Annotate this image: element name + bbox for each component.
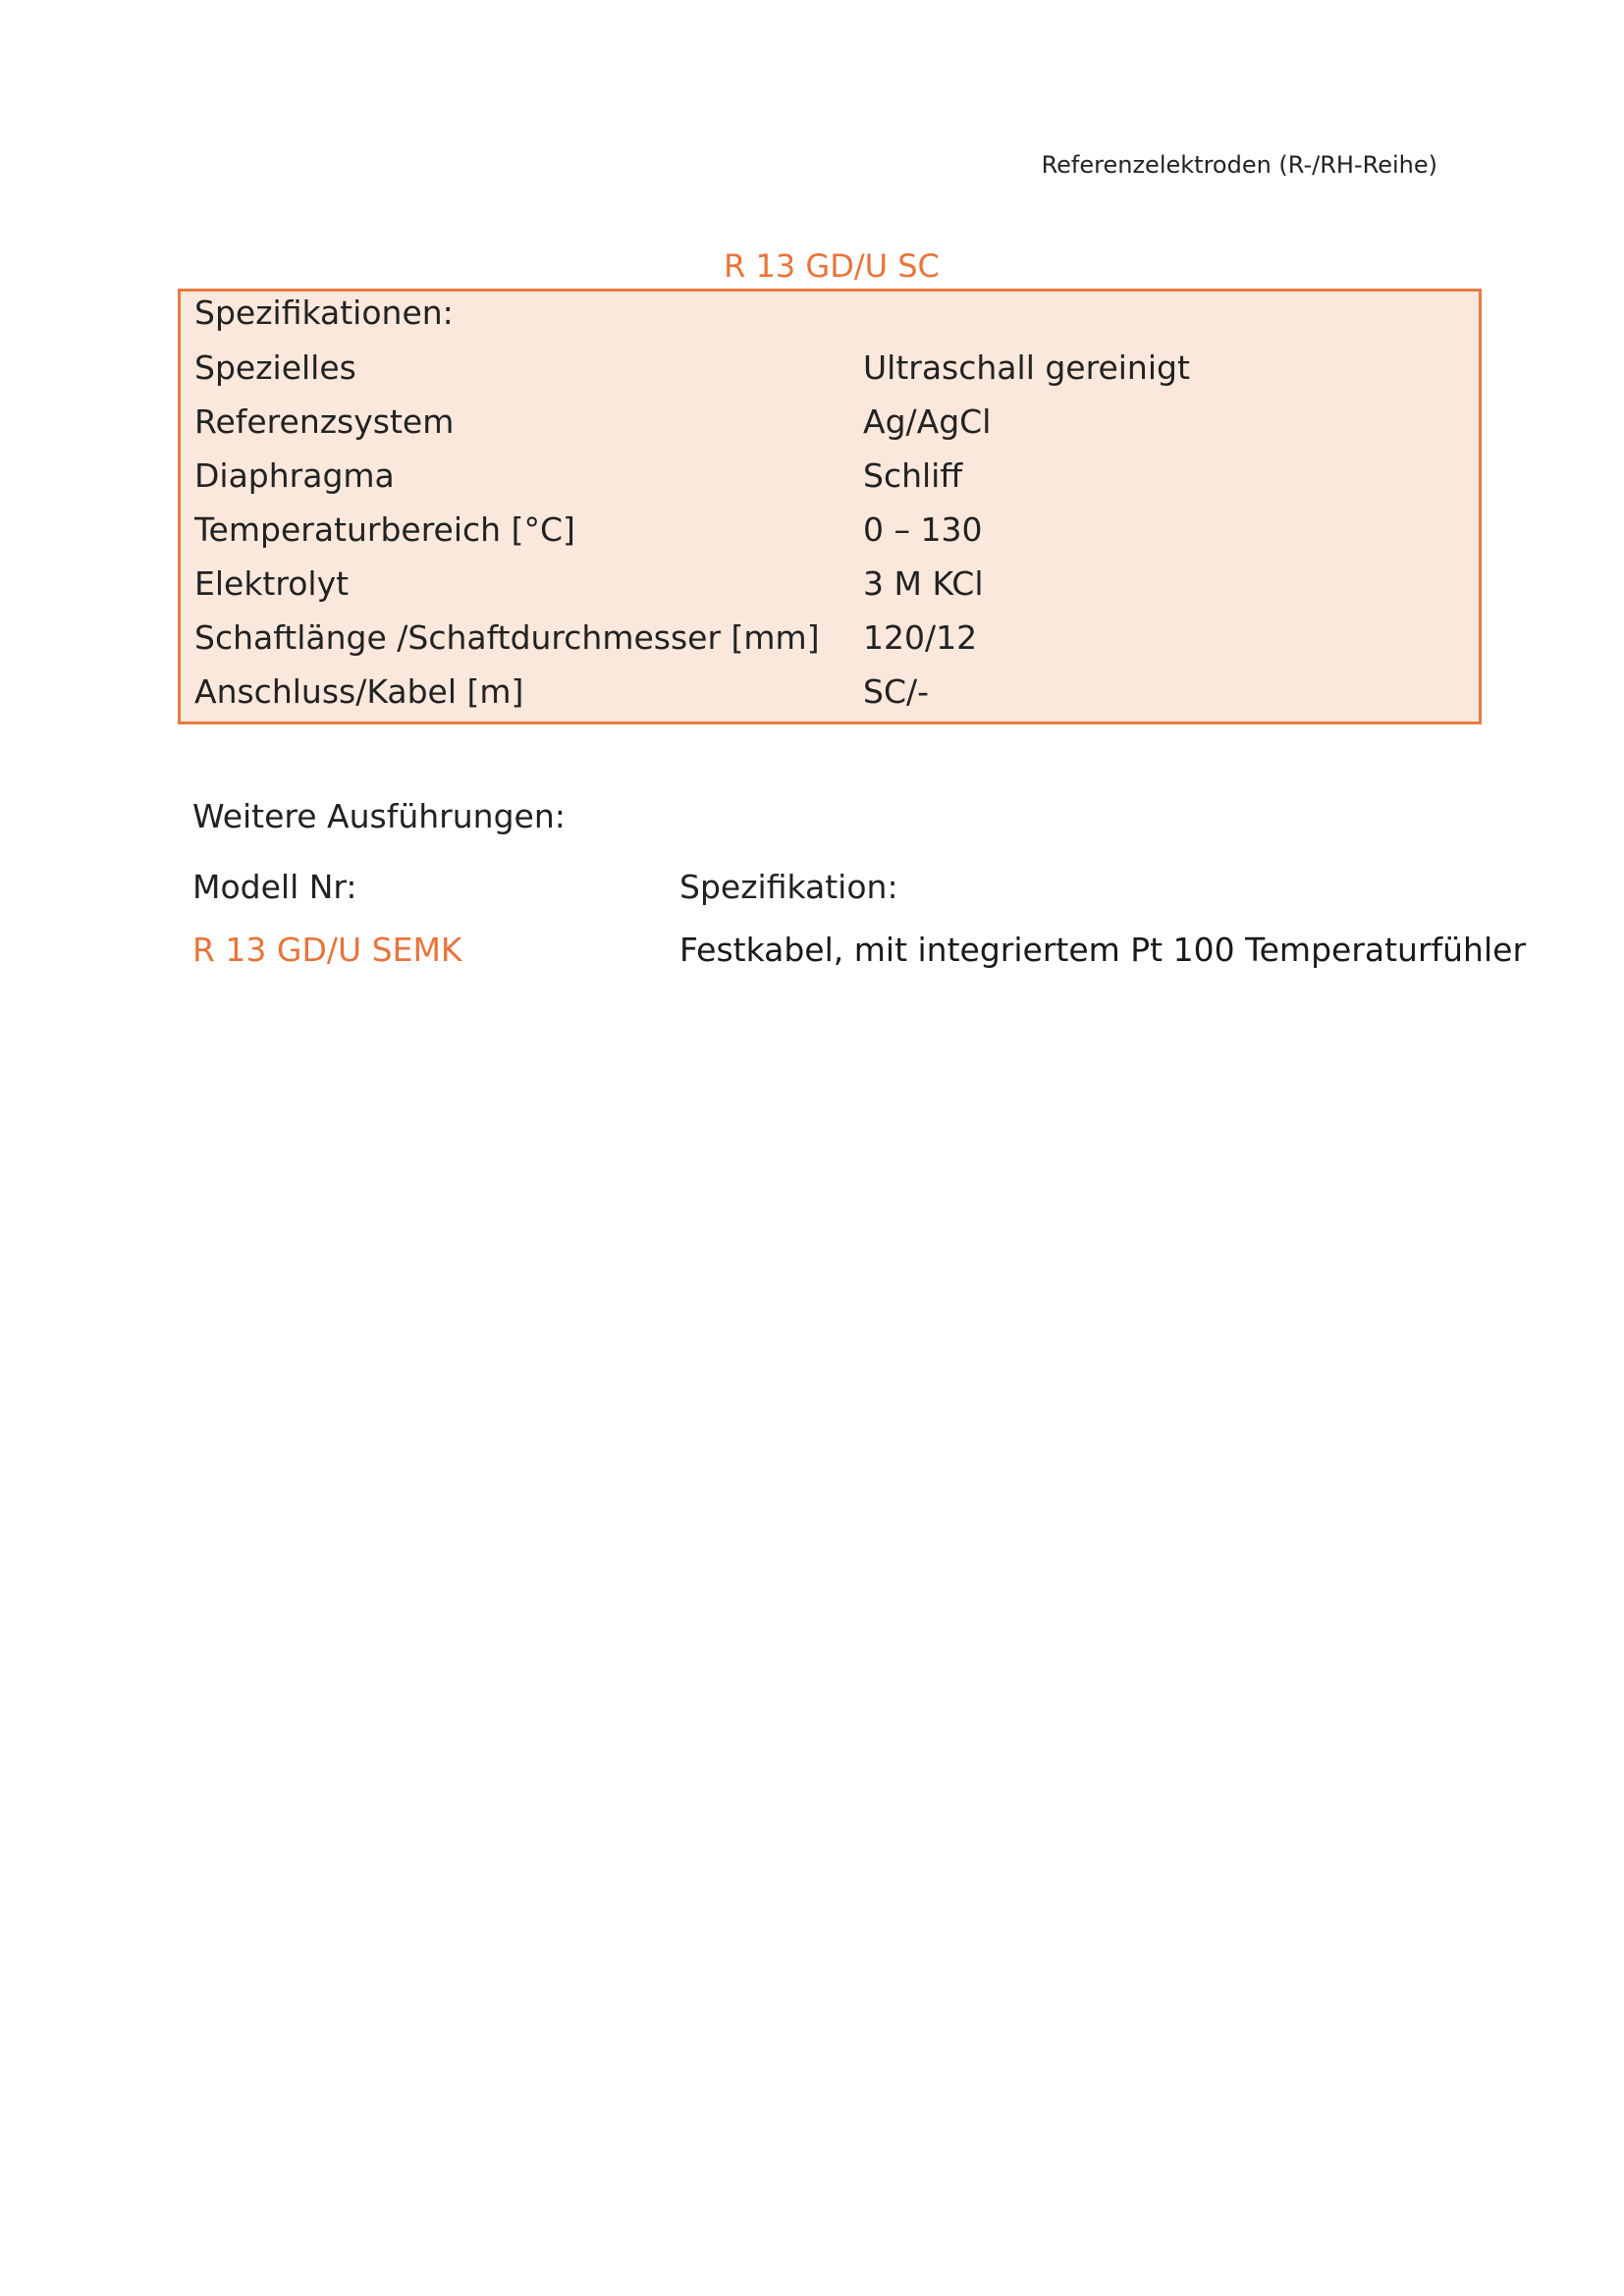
spec-value: Ag/AgCl [863,402,992,441]
spec-row-referenzsystem [194,402,1469,450]
spec-value: SC/- [863,672,930,711]
spec-label: Diaphragma [194,456,395,495]
spec-value: 0 – 130 [863,510,983,549]
spec-label: Spezielles [194,348,356,387]
spec-label: Anschluss/Kabel [m] [194,672,524,711]
variants-column-spec: Spezifikation: [679,868,898,906]
spec-label: Temperaturbereich [°C] [194,510,575,549]
spec-label: Referenzsystem [194,402,455,441]
specifications-box [178,289,1482,724]
variants-column-model: Modell Nr: [192,868,357,906]
spec-value: Schliff [863,456,963,495]
product-title: R 13 GD/U SC [724,247,940,285]
specifications-heading: Spezifikationen: [194,294,454,332]
spec-value: Ultraschall gereinigt [863,348,1190,387]
spec-value: 3 M KCl [863,564,984,603]
variant-model-number: R 13 GD/U SEMK [192,931,462,969]
variants-table-row [192,931,1527,978]
variant-specification: Festkabel, mit integriertem Pt 100 Temperaturfühler [679,931,1527,969]
variants-table-header [192,868,1489,915]
document-section-label: Referenzelektroden (R-/RH-Reihe) [1041,151,1437,179]
spec-row-schaftlaenge [194,618,1469,666]
spec-label: Elektrolyt [194,564,350,603]
spec-row-elektrolyt [194,564,1469,612]
variants-heading: Weitere Ausführungen: [192,797,566,835]
spec-row-spezielles [194,348,1469,396]
spec-row-temperaturbereich [194,510,1469,558]
spec-value: 120/12 [863,618,978,657]
spec-label: Schaftlänge /Schaftdurchmesser [mm] [194,618,820,657]
spec-row-diaphragma [194,456,1469,504]
spec-row-anschluss [194,672,1469,720]
